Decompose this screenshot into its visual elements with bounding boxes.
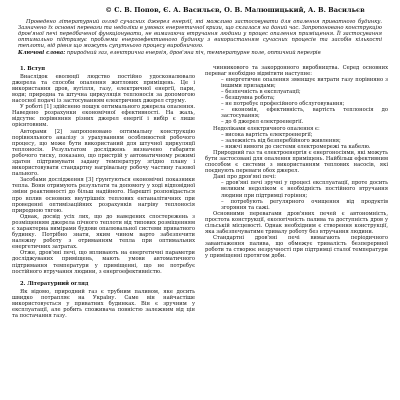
paragraph	[205, 65, 388, 77]
paragraph	[12, 129, 195, 178]
section-heading: 1. Вступ	[20, 65, 46, 72]
section-heading: 2. Літературний огляд	[20, 280, 89, 287]
abstract	[18, 19, 382, 49]
paragraph-text: Дані про дров'яні печі:	[213, 174, 277, 181]
paragraph-text: чинникового та закордонного виробництва. Серед основних переваг необхідно відмітити наступне:	[205, 64, 388, 77]
list-item: – висока вартість електроенергії;	[221, 131, 313, 138]
paragraph-text: Отже, дров'яні печі, що впливають на енергетичні параметри досліджуваних приміщень, мають умови автоматичного підтримання температури у приміщенні, що не потребує постійного втручання людини, з енергоефективністю.	[12, 250, 195, 275]
keywords	[18, 50, 382, 56]
paragraph-text: Як відомо, природний газ є трубним паливом, яке досить швидко потрапляє на Україну. Саме він найчастіше використовується у приватних будинках. Він є зручним у експлуатації, але робить споживача повністю залежним від цін та постачання газу.	[12, 288, 195, 320]
paragraph-text: У роботі [1] здійснено пошук оптимального джерела опалення. Наведено розрахунки економічної ефективності. На жаль, відсутнє порівняння різних джерел енергії і вибір є лише орієнтовним.	[12, 104, 195, 129]
paragraph	[12, 250, 195, 274]
paragraph	[12, 289, 195, 319]
paragraph-text: Основними перевагами дров'яних печей є автономність, простота конструкції, екологічність палива та доступність дров у сільській місцевості. Однак необхідним є створення конструкції, яка забезпечуватиме тривалу роботу без втручання людини.	[205, 210, 388, 236]
list-item: – економія, ефективність, вартість теплоносія до застосування;	[221, 107, 388, 120]
paragraph	[12, 214, 195, 251]
paragraph-text: Засобами дослідження [3] ґрунтуються економічні показники тепла. Вони отримують результати та допомогу у ході відповідної зміни реактивності до більш надійного. Нарешті розповідається про вплив основних внутрішніх теплових ентаналітичних при проведенні оптимізаційних розрахунків нагріву теплоносія природною тягою.	[12, 177, 195, 214]
paragraph-text: Авторами [2] запропоновано оптимальну конструкцію порівняльного аналізу з урахуванням особливостей робочого процесу, що може бути використаний для штучної циркуляції теплоносія. Результатом досліджень визначено габарити робочого тиску, показано, що пристрій у автоматичному режимі здатен підтримувати задану температуру згідно плану і використовувати стандартну нагрівальну робочу частину газової пального.	[12, 128, 195, 178]
paragraph	[205, 211, 388, 235]
paragraph	[12, 74, 195, 104]
paragraph-text: Однак, досвід усіх лих, що до наведених спостережень з розміщенням джерела пічного теплоти від типових розміщенням є характерна вимірами будови опалювальної системи приватного будинку. Потрібно знати, яким чином варто забезпечити належну роботу з отриманням тепла при оптимальних енергетичних затратах.	[12, 213, 195, 251]
keywords-text: природний газ, електрична енергія, дров'яна піч, температурне поле, оптичний перегрів	[66, 50, 321, 57]
list-item: – нижчі вимоги до системи електромережі та кабелю.	[221, 143, 371, 150]
body-columns	[12, 65, 388, 320]
left-column	[12, 65, 195, 320]
paragraph-text: Природний газ та електроенергія є енергоносіями, які можуть бути застосовані для опалення приміщень. Найбільш ефективним способом є системи з використанням теплових насосів, які поєднують переваги обох джерел.	[205, 149, 388, 175]
list-item: – не потребує професійного обслуговування;	[221, 101, 345, 108]
list-item: – залежність від безперебійного живлення;	[221, 137, 341, 144]
paragraph-text: Недоліками електричного опалення є:	[213, 125, 320, 132]
paragraph-text: Стандартні дров'яні печі вимагають періодичного завантаження палива, що обмежує тривалість безперервної роботи та створює незручності при підтримці сталої температури у приміщенні протягом доби.	[205, 235, 388, 260]
spacer	[12, 275, 195, 280]
list-item: – дров'яні печі зручні у процесі експлуатації, проте досить великим недоліком є необхідність постійного втручання людини при підтримці горіння;	[221, 180, 388, 199]
paper-page	[12, 6, 388, 398]
list-item: – до 6 джерел електроенергії.	[221, 119, 304, 126]
authors-line: © С. В. Попов, Є. А. Васильєв, О. В. Малюшицький, А. В. Васильєв	[105, 6, 365, 14]
list-item: – безпечність в експлуатації;	[221, 88, 301, 95]
right-column	[205, 65, 388, 320]
abstract-text: Проведено літературний огляд сучасних джерел енергії, які можливо застосовувати для опалення приватного будинку. Зазначено їх основні переваги та недоліки в умовах енергетичної кризи, що склалася на даний час. Запропоновано конструкцію дров'яної печі передбаченої функціонувати, не вимагаючи втручання людини у процес опалення приміщення. Її застосування оптимально підтримує проблеми енергоефективного будинку з використанням сучасних процесів та засобів кількості теплоти, від рівня що можуть супутнього процесу виробничого.	[18, 19, 382, 50]
paragraph	[12, 177, 195, 214]
list-item: – безшумна робота;	[221, 95, 275, 102]
paragraph	[205, 235, 388, 259]
list-item: – енергетичне опалення зменшує витрати газу порівняно з іншими приладами;	[221, 76, 388, 89]
paragraph	[205, 150, 388, 174]
list-item: – потребують регулярного очищення від продуктів згоряння та сажі.	[221, 198, 388, 211]
paragraph-text: Внаслідок еволюції людство постійно удосконалювало джерела та способи опалення житлових приміщень. Це і використання дров, вугілля, газу, електричної енергії, пари, води; природна та штучна циркуляція теплоносія за допомогою насосної подачі із застосуванням електричних джерел струму.	[12, 73, 195, 105]
paragraph	[12, 104, 195, 128]
keywords-label: Ключові слова:	[18, 50, 66, 57]
